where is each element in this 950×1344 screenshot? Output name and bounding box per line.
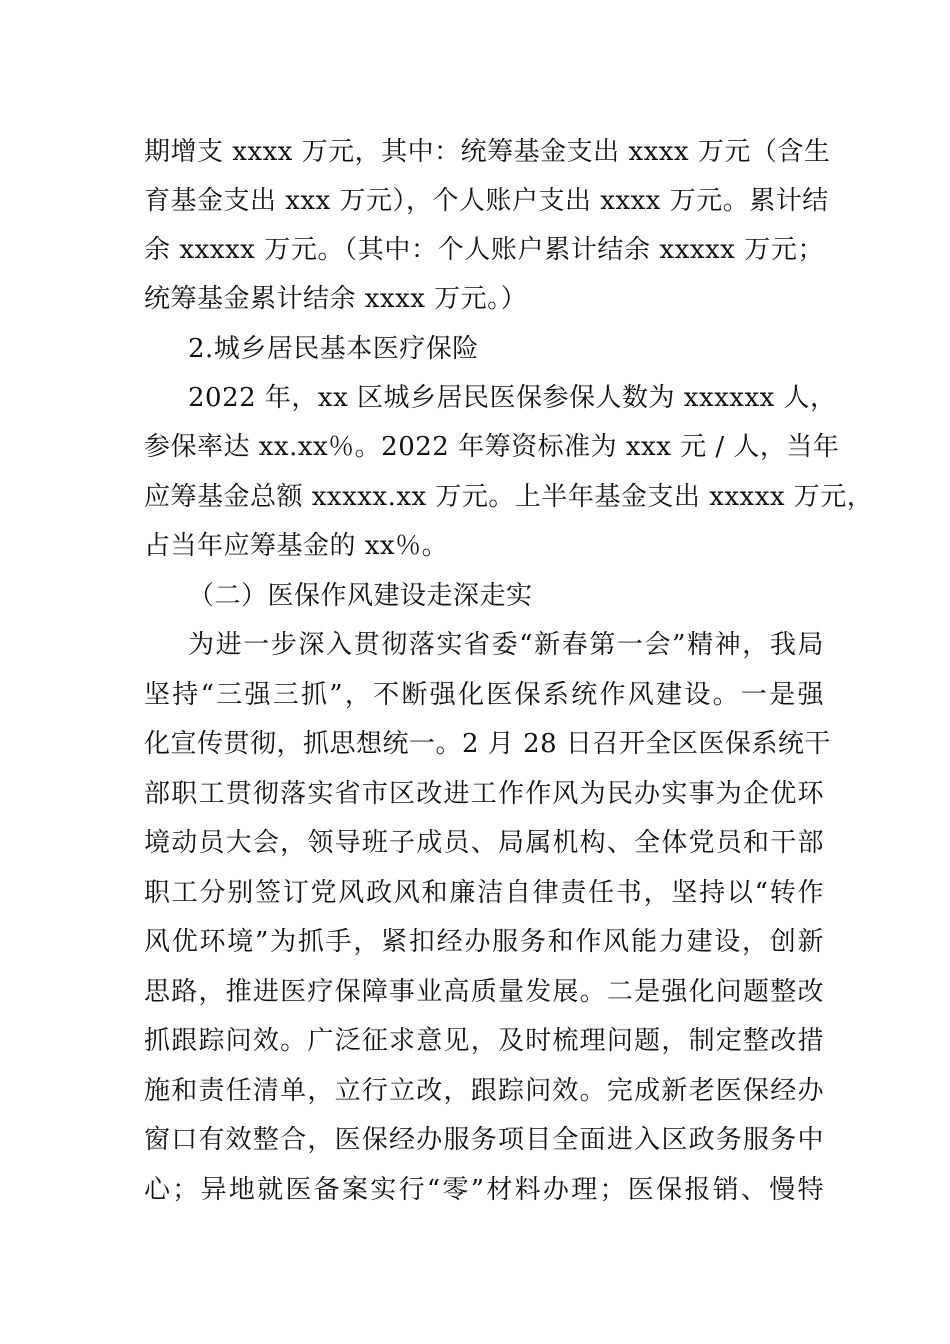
paragraph-line: 思路，推进医疗保障事业高质量发展。二是强化问题整改: [144, 977, 824, 1007]
section-heading: 2.城乡居民基本医疗保险: [188, 334, 479, 364]
paragraph-line: 余 xxxxx 万元。（其中：个人账户累计结余 xxxxx 万元；: [144, 235, 824, 265]
paragraph-line: 职工分别签订党风政风和廉洁自律责任书，坚持以“转作: [144, 878, 824, 908]
paragraph-line: 坚持“三强三抓”，不断强化医保系统作风建设。一是强: [144, 680, 824, 710]
paragraph-line: 窗口有效整合，医保经办服务项目全面进入区政务服务中: [144, 1125, 824, 1155]
paragraph-line: 占当年应筹基金的 xx％。: [144, 531, 449, 561]
paragraph-line: 化宣传贯彻，抓思想统一。2 月 28 日召开全区医保系统干: [144, 729, 831, 759]
paragraph-line: 统筹基金累计结余 xxxx 万元。）: [144, 284, 528, 314]
paragraph-line: 育基金支出 xxx 万元），个人账户支出 xxxx 万元。累计结: [144, 186, 829, 216]
paragraph-line: 2022 年，xx 区城乡居民医保参保人数为 xxxxxx 人，: [188, 383, 837, 413]
section-heading: （二）医保作风建设走深走实: [188, 581, 533, 611]
paragraph-line: 抓跟踪问效。广泛征求意见，及时梳理问题，制定整改措: [144, 1026, 824, 1056]
paragraph-line: 境动员大会，领导班子成员、局属机构、全体党员和干部: [144, 828, 824, 858]
paragraph-line: 心；异地就医备案实行“零”材料办理；医保报销、慢特: [144, 1175, 824, 1205]
paragraph-line: 期增支 xxxx 万元，其中：统筹基金支出 xxxx 万元（含生: [144, 137, 831, 167]
paragraph-line: 风优环境”为抓手，紧扣经办服务和作风能力建设，创新: [144, 927, 824, 957]
paragraph-line: 施和责任清单，立行立改，跟踪问效。完成新老医保经办: [144, 1076, 824, 1106]
paragraph-line: 为进一步深入贯彻落实省委“新春第一会”精神，我局: [188, 630, 824, 660]
paragraph-line: 应筹基金总额 xxxxx.xx 万元。上半年基金支出 xxxxx 万元，: [144, 482, 874, 512]
paragraph-line: 部职工贯彻落实省市区改进工作作风为民办实事为企优环: [144, 779, 824, 809]
paragraph-line: 参保率达 xx.xx％。2022 年筹资标准为 xxx 元 / 人，当年: [144, 432, 840, 462]
